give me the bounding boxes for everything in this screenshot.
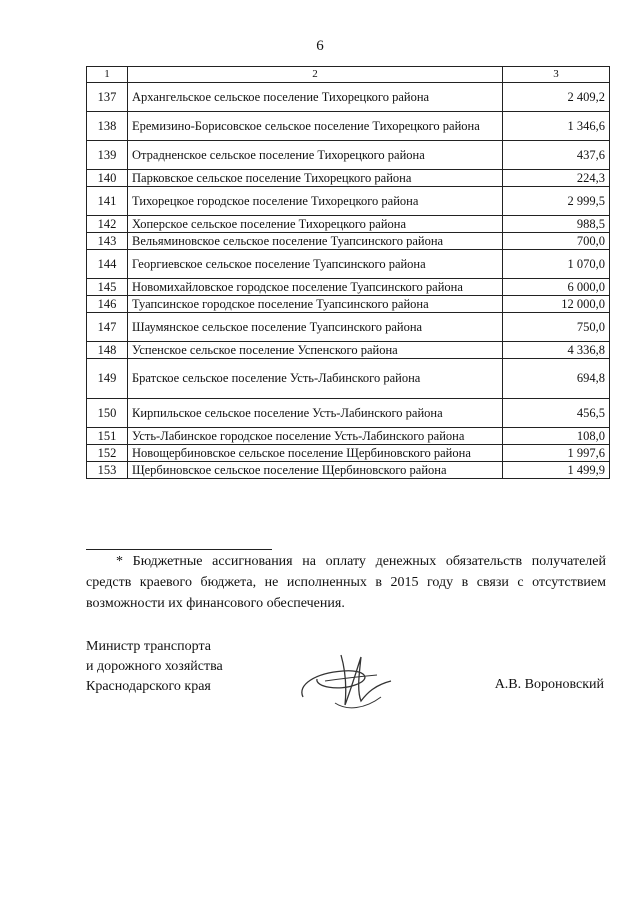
allocation-amount: 694,8 bbox=[503, 359, 610, 399]
settlement-name: Георгиевское сельское поселение Туапсинского района bbox=[128, 250, 503, 279]
signer-name: А.В. Вороновский bbox=[494, 677, 604, 692]
settlement-name: Успенское сельское поселение Успенского района bbox=[128, 342, 503, 359]
allocation-amount: 437,6 bbox=[503, 141, 610, 170]
row-number: 143 bbox=[87, 233, 128, 250]
row-number: 149 bbox=[87, 359, 128, 399]
allocation-amount: 1 499,9 bbox=[503, 462, 610, 479]
table-row bbox=[87, 313, 610, 342]
settlement-name: Отрадненское сельское поселение Тихорецкого района bbox=[128, 141, 503, 170]
allocation-amount: 456,5 bbox=[503, 399, 610, 428]
row-number: 151 bbox=[87, 428, 128, 445]
table-row bbox=[87, 462, 610, 479]
table-row bbox=[87, 83, 610, 112]
settlement-name: Братское сельское поселение Усть-Лабинского района bbox=[128, 359, 503, 399]
column-header-amount: 3 bbox=[503, 67, 610, 83]
allocation-amount: 108,0 bbox=[503, 428, 610, 445]
allocation-amount: 6 000,0 bbox=[503, 279, 610, 296]
row-number: 140 bbox=[87, 170, 128, 187]
row-number: 137 bbox=[87, 83, 128, 112]
table-row bbox=[87, 428, 610, 445]
row-number: 139 bbox=[87, 141, 128, 170]
table-row bbox=[87, 445, 610, 462]
column-header-number: 1 bbox=[87, 67, 128, 83]
column-header-name: 2 bbox=[128, 67, 503, 83]
allocation-amount: 2 999,5 bbox=[503, 187, 610, 216]
allocation-amount: 1 070,0 bbox=[503, 250, 610, 279]
table-row bbox=[87, 233, 610, 250]
table-row bbox=[87, 141, 610, 170]
table-header-row bbox=[87, 67, 610, 83]
page-number: 6 bbox=[316, 38, 324, 54]
allocation-amount: 700,0 bbox=[503, 233, 610, 250]
row-number: 153 bbox=[87, 462, 128, 479]
allocation-amount: 224,3 bbox=[503, 170, 610, 187]
settlement-name: Еремизино-Борисовское сельское поселение Тихорецкого района bbox=[128, 112, 503, 141]
row-number: 145 bbox=[87, 279, 128, 296]
row-number: 141 bbox=[87, 187, 128, 216]
allocation-amount: 1 997,6 bbox=[503, 445, 610, 462]
signer-position-line: Министр транспорта bbox=[86, 639, 211, 654]
settlement-name: Тихорецкое городское поселение Тихорецкого района bbox=[128, 187, 503, 216]
settlement-name: Архангельское сельское поселение Тихорецкого района bbox=[128, 83, 503, 112]
signer-position bbox=[86, 637, 286, 697]
row-number: 138 bbox=[87, 112, 128, 141]
table-row bbox=[87, 216, 610, 233]
settlement-name: Туапсинское городское поселение Туапсинского района bbox=[128, 296, 503, 313]
row-number: 148 bbox=[87, 342, 128, 359]
row-number: 147 bbox=[87, 313, 128, 342]
footnote-divider bbox=[86, 549, 272, 550]
settlement-name: Парковское сельское поселение Тихорецкого района bbox=[128, 170, 503, 187]
table-row bbox=[87, 250, 610, 279]
allocation-amount: 12 000,0 bbox=[503, 296, 610, 313]
allocation-amount: 750,0 bbox=[503, 313, 610, 342]
settlement-name: Усть-Лабинское городское поселение Усть-Лабинского района bbox=[128, 428, 503, 445]
table-row bbox=[87, 342, 610, 359]
row-number: 146 bbox=[87, 296, 128, 313]
handwritten-signature bbox=[295, 645, 405, 715]
table-row bbox=[87, 296, 610, 313]
allocation-amount: 2 409,2 bbox=[503, 83, 610, 112]
table-row bbox=[87, 399, 610, 428]
row-number: 150 bbox=[87, 399, 128, 428]
table-row bbox=[87, 359, 610, 399]
settlement-name: Вельяминовское сельское поселение Туапсинского района bbox=[128, 233, 503, 250]
settlement-name: Шаумянское сельское поселение Туапсинского района bbox=[128, 313, 503, 342]
row-number: 144 bbox=[87, 250, 128, 279]
allocation-amount: 4 336,8 bbox=[503, 342, 610, 359]
table-row bbox=[87, 112, 610, 141]
row-number: 142 bbox=[87, 216, 128, 233]
settlement-name: Хоперское сельское поселение Тихорецкого района bbox=[128, 216, 503, 233]
table-row bbox=[87, 279, 610, 296]
budget-table bbox=[86, 66, 610, 479]
allocation-amount: 1 346,6 bbox=[503, 112, 610, 141]
signer-position-line: Краснодарского края bbox=[86, 679, 211, 694]
table-row bbox=[87, 187, 610, 216]
settlement-name: Щербиновское сельское поселение Щербиновского района bbox=[128, 462, 503, 479]
table-row bbox=[87, 170, 610, 187]
footnote-text: * Бюджетные ассигнования на оплату денежных обязательств получателей средств краевого бюджета, не исполненных в 2015 году в связи с отсутствием возможности их финансового обеспечения. bbox=[86, 554, 606, 611]
settlement-name: Кирпильское сельское поселение Усть-Лабинского района bbox=[128, 399, 503, 428]
row-number: 152 bbox=[87, 445, 128, 462]
settlement-name: Новощербиновское сельское поселение Щербиновского района bbox=[128, 445, 503, 462]
allocation-amount: 988,5 bbox=[503, 216, 610, 233]
signer-position-line: и дорожного хозяйства bbox=[86, 659, 223, 674]
settlement-name: Новомихайловское городское поселение Туапсинского района bbox=[128, 279, 503, 296]
